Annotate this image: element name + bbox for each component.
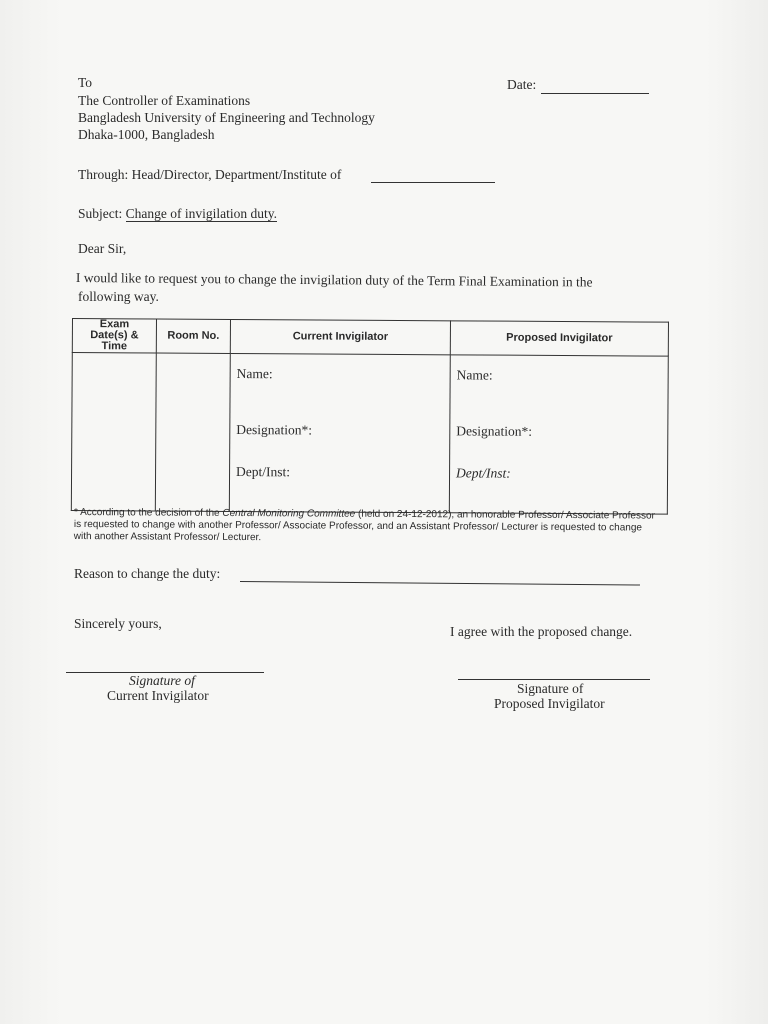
footnote-committee: Central Monitoring Committee bbox=[222, 507, 356, 520]
current-name-label: Name: bbox=[236, 366, 273, 382]
exam-date-cell[interactable] bbox=[71, 353, 156, 512]
date-label: Date: bbox=[507, 77, 537, 92]
address-to: To bbox=[78, 75, 93, 90]
subject-label: Subject: bbox=[78, 206, 123, 221]
table-row bbox=[71, 353, 668, 515]
reason-blank-line[interactable] bbox=[240, 581, 640, 585]
address-line-1: The Controller of Examinations bbox=[78, 93, 251, 108]
proposed-invigilator-cell[interactable] bbox=[449, 355, 668, 514]
footnote-pre: According to the decision of the bbox=[80, 507, 220, 519]
body-line-2: following way. bbox=[78, 289, 159, 304]
subject-text: Change of invigilation duty. bbox=[125, 206, 277, 221]
agree-text: I agree with the proposed change. bbox=[450, 624, 633, 639]
closing: Sincerely yours, bbox=[74, 616, 162, 631]
current-designation-label: Designation*: bbox=[236, 422, 313, 438]
reason-label: Reason to change the duty: bbox=[74, 566, 221, 581]
current-invigilator-label: Current Invigilator bbox=[107, 688, 209, 703]
current-invigilator-cell[interactable] bbox=[229, 353, 450, 512]
invigilation-table bbox=[71, 318, 669, 515]
subject-line bbox=[78, 206, 277, 222]
header-exam-date: Exam Date(s) & Time bbox=[72, 319, 156, 354]
through-line: Through: Head/Director, Department/Institute of bbox=[78, 167, 342, 182]
proposed-designation-label: Designation*: bbox=[456, 423, 533, 439]
footnote-post: (held on 24-12-2012), an honorable Professor/ Associate Professor is requested to change with another Professor/ Associate Professor, and an Assistant Professor/ Lecturer is requested to change with another Assistant Professor/ Lecturer. bbox=[73, 508, 655, 544]
header-room-no: Room No. bbox=[156, 319, 230, 353]
table-header-row bbox=[72, 319, 668, 357]
proposed-dept-label: Dept/Inst: bbox=[456, 465, 511, 481]
proposed-invigilator-label: Proposed Invigilator bbox=[494, 696, 605, 711]
address-line-2: Bangladesh University of Engineering and Technology bbox=[78, 110, 375, 125]
current-dept-label: Dept/Inst: bbox=[236, 464, 291, 480]
footnote-star: * bbox=[73, 507, 78, 519]
room-no-cell[interactable] bbox=[155, 353, 230, 511]
current-signature-label: Signature of bbox=[129, 673, 195, 688]
proposed-signature-label: Signature of bbox=[517, 681, 584, 696]
footnote bbox=[74, 507, 658, 547]
body-line-1: I would like to request you to change the invigilation duty of the Term Final Examination in the bbox=[75, 270, 593, 290]
proposed-name-label: Name: bbox=[456, 367, 493, 383]
date-blank-line[interactable] bbox=[541, 93, 649, 94]
department-blank-line[interactable] bbox=[371, 182, 495, 183]
header-proposed-invigilator: Proposed Invigilator bbox=[450, 321, 668, 356]
header-current-invigilator: Current Invigilator bbox=[230, 319, 450, 354]
salutation: Dear Sir, bbox=[78, 241, 127, 256]
proposed-signature-line[interactable] bbox=[458, 679, 650, 680]
address-line-3: Dhaka-1000, Bangladesh bbox=[78, 127, 215, 142]
